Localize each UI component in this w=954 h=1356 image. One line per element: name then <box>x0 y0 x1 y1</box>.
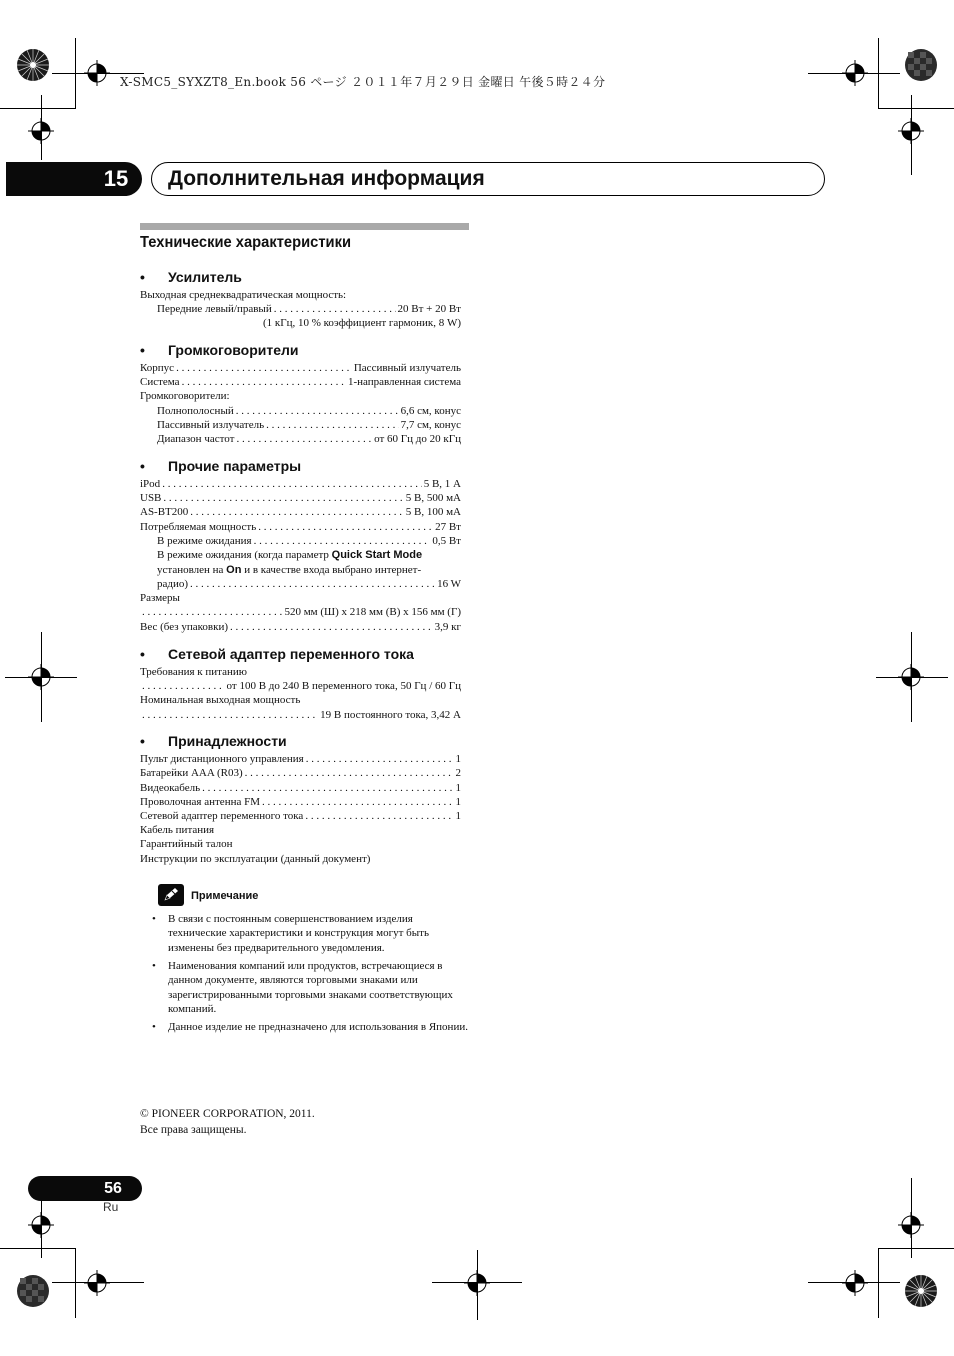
color-target-icon <box>16 48 50 82</box>
note-item: • Данное изделие не предназначено для использования в Японии. <box>152 1021 468 1033</box>
list-item: Инструкции по эксплуатации (данный документ) <box>140 853 371 865</box>
spec-row: . . . 520 мм (Ш) x 218 мм (В) x 156 мм (Г) <box>140 605 461 619</box>
quick-start-line: В режиме ожидания (когда параметр Quick Start Mode <box>157 549 423 561</box>
page-number: 56 <box>104 1180 122 1197</box>
spec-row: Пульт дистанционного управления . . . 1 <box>140 752 461 766</box>
amplifier-intro: Выходная среднеквадратическая мощность: <box>140 289 347 301</box>
registration-mark-icon <box>28 118 54 144</box>
spec-row: Система . . . 1-направленная система <box>140 375 461 389</box>
registration-mark-icon <box>84 1270 110 1296</box>
registration-mark-icon <box>898 1212 924 1238</box>
spec-row: iPod . . . 5 В, 1 A <box>140 477 461 491</box>
page-language: Ru <box>103 1200 119 1214</box>
spec-row: AS-BT200 . . . 5 В, 100 мА <box>140 505 461 519</box>
section-divider <box>140 223 469 230</box>
spec-row: Корпус . . . Пассивный излучатель <box>140 361 461 375</box>
spec-row: Видеокабель . . . 1 <box>140 781 461 795</box>
accessories-heading: • Принадлежности <box>140 733 287 749</box>
adapter-out-label: Номинальная выходная мощность <box>140 694 301 706</box>
chapter-badge-cap <box>6 162 40 196</box>
note-item: • Наименования компаний или продуктов, встречающиеся в данном документе, являются торговыми знаками или зарегистрированными торговыми знаками соответствующих компаний. <box>152 960 453 1016</box>
copyright-line: © PIONEER CORPORATION, 2011. <box>140 1108 315 1120</box>
amplifier-note: (1 кГц, 10 % коэффициент гармоник, 8 W) <box>262 317 461 329</box>
spec-row: радио) . . . 16 W <box>157 577 461 591</box>
registration-mark-icon <box>464 1270 490 1296</box>
speakers-heading: • Громкоговорители <box>140 342 299 358</box>
speakers-sub-label: Громкоговорители: <box>140 390 230 402</box>
quick-start-line: установлен на On и в качестве входа выбрано интернет- <box>157 564 422 576</box>
copyright <box>140 1106 315 1138</box>
note-item: • В связи с постоянным совершенствованием изделия технические характеристики и конструкция могут быть изменены без предварительного уведомления. <box>152 913 429 954</box>
color-target-icon <box>904 48 938 82</box>
adapter-req-label: Требования к питанию <box>140 666 247 678</box>
spec-row: Потребляемая мощность . . . 27 Вт <box>140 520 461 534</box>
note-title: Примечание <box>191 890 259 902</box>
list-item: Кабель питания <box>140 824 215 836</box>
color-target-icon <box>904 1274 938 1308</box>
spec-row: Батарейки AAA (R03) . . . 2 <box>140 766 461 780</box>
spec-row: Диапазон частот . . . от 60 Гц до 20 кГц <box>157 432 461 446</box>
chapter-title: Дополнительная информация <box>168 167 485 190</box>
registration-mark-icon <box>898 664 924 690</box>
registration-mark-icon <box>28 664 54 690</box>
list-item: Гарантийный талон <box>140 838 233 850</box>
spec-row: Передние левый/правый . . . 20 Вт + 20 Вт <box>157 302 461 316</box>
spec-row: Полнополосный . . . 6,6 см, конус <box>157 404 461 418</box>
registration-mark-icon <box>842 60 868 86</box>
registration-mark-icon <box>842 1270 868 1296</box>
spec-row: . . . 19 В постоянного тока, 3,42 A <box>140 708 461 722</box>
print-header: X-SMC5_SYXZT8_En.book 56 ページ ２０１１年７月２９日 金曜日 午後５時２４分 <box>120 75 606 89</box>
color-target-icon <box>16 1274 50 1308</box>
spec-row: . . . от 100 В до 240 В переменного тока, 50 Гц / 60 Гц <box>140 679 461 693</box>
spec-row: Пассивный излучатель . . . 7,7 см, конус <box>157 418 461 432</box>
amplifier-heading: • Усилитель <box>140 269 242 285</box>
registration-mark-icon <box>84 60 110 86</box>
dims-label: Размеры <box>140 592 180 604</box>
rights-line: Все права защищены. <box>140 1124 247 1136</box>
registration-mark-icon <box>28 1212 54 1238</box>
spec-row: USB . . . 5 В, 500 мА <box>140 491 461 505</box>
misc-heading: • Прочие параметры <box>140 458 302 474</box>
chapter-number: 15 <box>103 166 129 191</box>
spec-row: В режиме ожидания . . . 0,5 Вт <box>157 534 461 548</box>
spec-row: Проволочная антенна FM . . . 1 <box>140 795 461 809</box>
section-title: Технические характеристики <box>140 234 352 251</box>
spec-row: Сетевой адаптер переменного тока . . . 1 <box>140 809 461 823</box>
registration-mark-icon <box>898 118 924 144</box>
note-pencil-icon <box>158 884 184 906</box>
adapter-heading: • Сетевой адаптер переменного тока <box>140 646 414 662</box>
spec-row: Вес (без упаковки) . . . 3,9 кг <box>140 620 461 634</box>
